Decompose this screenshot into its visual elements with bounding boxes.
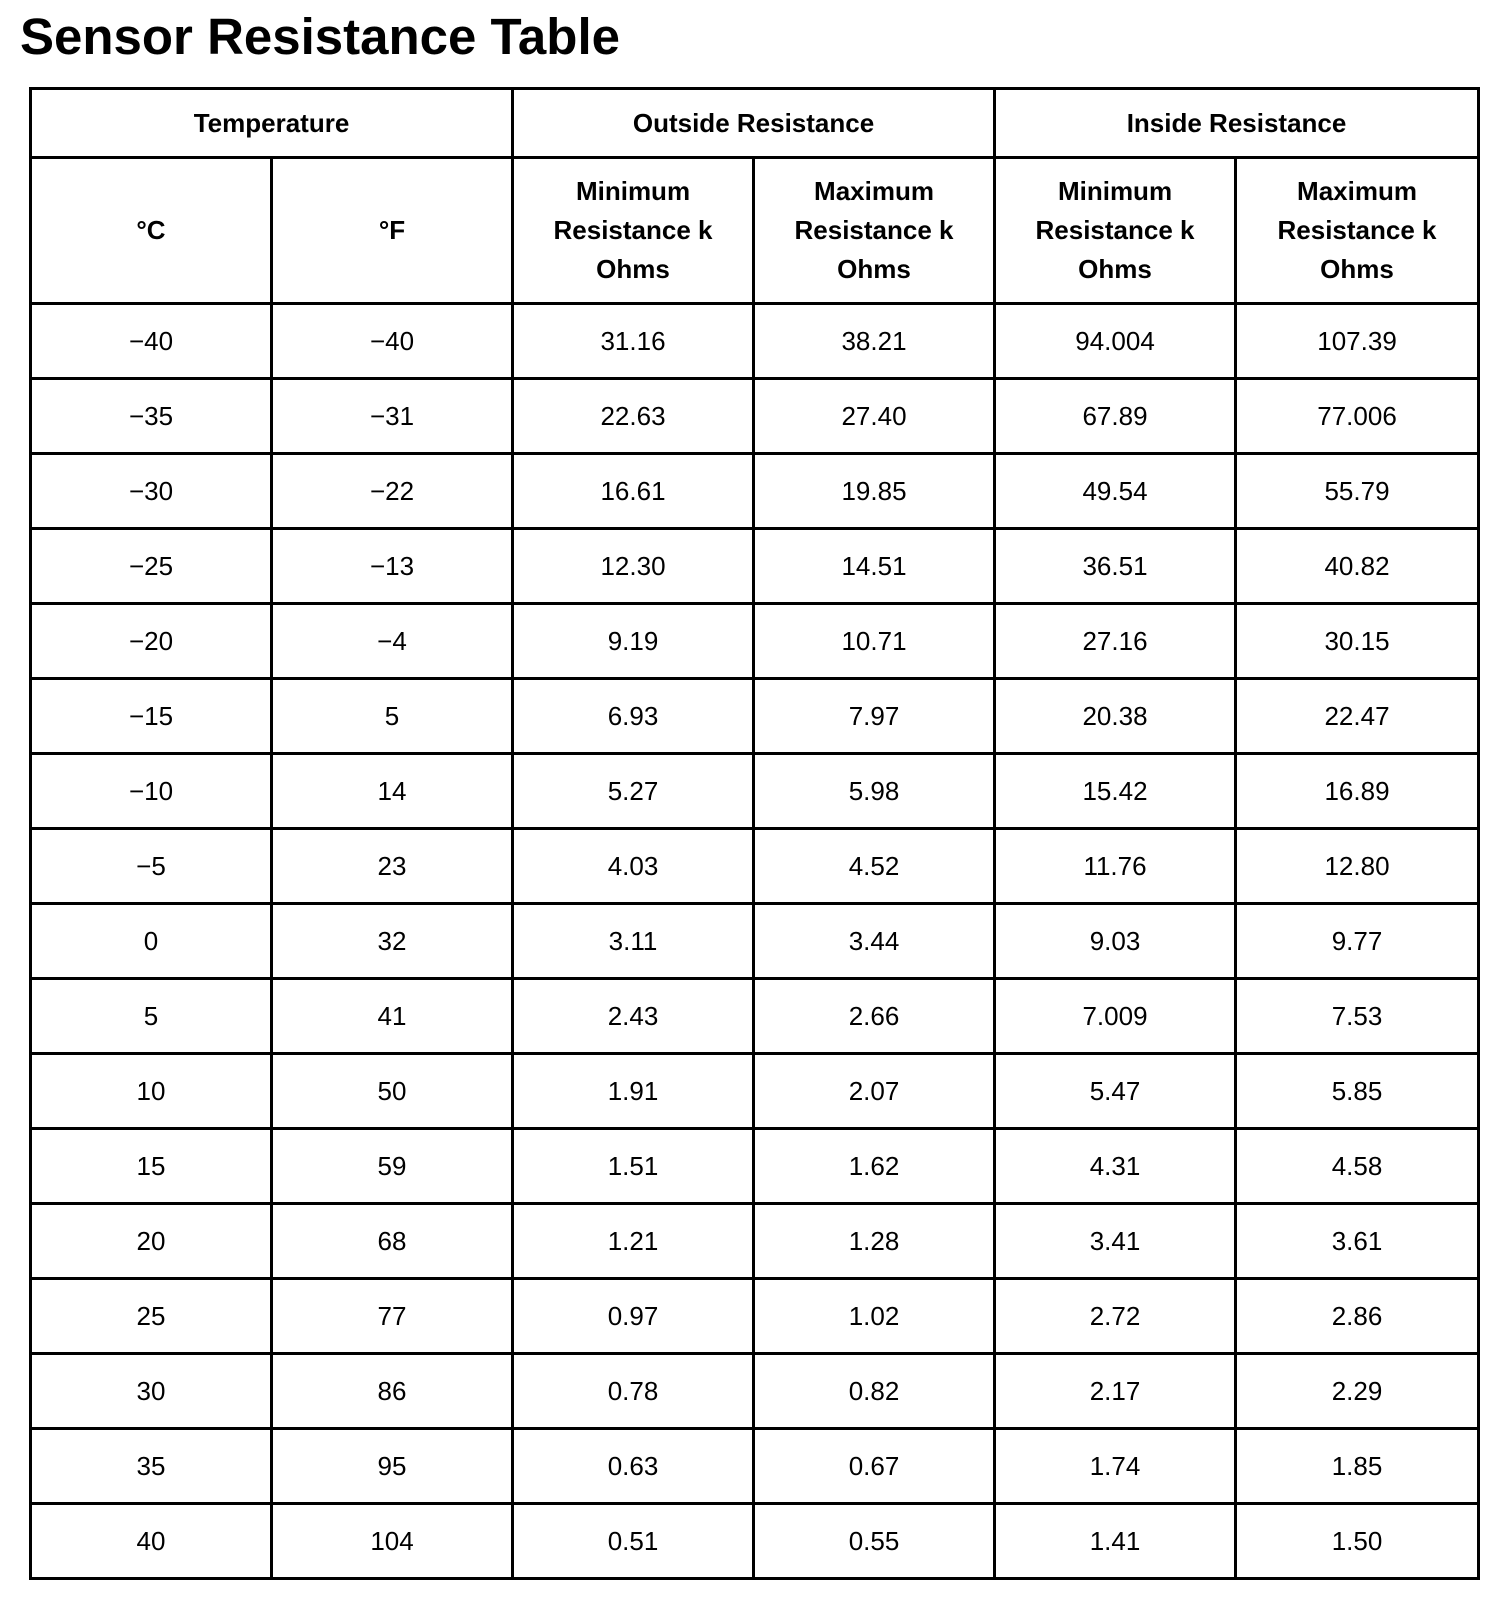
inside-max-cell: 12.80	[1236, 829, 1479, 904]
outside-min-cell: 5.27	[513, 754, 754, 829]
table-row	[31, 604, 1479, 679]
outside-min-cell: 12.30	[513, 529, 754, 604]
outside-min-cell: 16.61	[513, 454, 754, 529]
fahrenheit-cell: 95	[272, 1429, 513, 1504]
inside-max-cell: 5.85	[1236, 1054, 1479, 1129]
outside-max-cell: 2.07	[754, 1054, 995, 1129]
outside-max-header: Maximum Resistance k Ohms	[754, 158, 995, 304]
inside-min-cell: 20.38	[995, 679, 1236, 754]
inside-min-cell: 7.009	[995, 979, 1236, 1054]
table-row	[31, 679, 1479, 754]
inside-min-cell: 3.41	[995, 1204, 1236, 1279]
table-row	[31, 1354, 1479, 1429]
sensor-resistance-table	[29, 87, 1480, 1580]
celsius-cell: −5	[31, 829, 272, 904]
inside-max-cell: 55.79	[1236, 454, 1479, 529]
celsius-cell: −30	[31, 454, 272, 529]
celsius-cell: −15	[31, 679, 272, 754]
fahrenheit-cell: 23	[272, 829, 513, 904]
temperature-header: Temperature	[31, 89, 513, 158]
outside-max-cell: 2.66	[754, 979, 995, 1054]
inside-min-cell: 67.89	[995, 379, 1236, 454]
table-row	[31, 1429, 1479, 1504]
fahrenheit-cell: 41	[272, 979, 513, 1054]
outside-max-cell: 0.67	[754, 1429, 995, 1504]
outside-min-cell: 4.03	[513, 829, 754, 904]
table-row	[31, 1279, 1479, 1354]
outside-min-cell: 31.16	[513, 304, 754, 379]
inside-min-cell: 2.72	[995, 1279, 1236, 1354]
celsius-header: °C	[31, 158, 272, 304]
celsius-cell: 40	[31, 1504, 272, 1579]
inside-max-header: Maximum Resistance k Ohms	[1236, 158, 1479, 304]
outside-max-cell: 0.55	[754, 1504, 995, 1579]
outside-min-cell: 3.11	[513, 904, 754, 979]
outside-max-cell: 1.02	[754, 1279, 995, 1354]
outside-max-cell: 1.62	[754, 1129, 995, 1204]
inside-min-header: Minimum Resistance k Ohms	[995, 158, 1236, 304]
outside-min-cell: 1.51	[513, 1129, 754, 1204]
outside-resistance-header: Outside Resistance	[513, 89, 995, 158]
fahrenheit-cell: 50	[272, 1054, 513, 1129]
table-row	[31, 1504, 1479, 1579]
outside-min-cell: 0.63	[513, 1429, 754, 1504]
outside-max-cell: 4.52	[754, 829, 995, 904]
outside-min-cell: 22.63	[513, 379, 754, 454]
fahrenheit-header: °F	[272, 158, 513, 304]
outside-max-cell: 14.51	[754, 529, 995, 604]
inside-max-cell: 22.47	[1236, 679, 1479, 754]
inside-max-cell: 40.82	[1236, 529, 1479, 604]
celsius-cell: 25	[31, 1279, 272, 1354]
celsius-cell: 15	[31, 1129, 272, 1204]
celsius-cell: 35	[31, 1429, 272, 1504]
inside-min-cell: 1.41	[995, 1504, 1236, 1579]
inside-max-cell: 30.15	[1236, 604, 1479, 679]
fahrenheit-cell: 32	[272, 904, 513, 979]
table-row	[31, 529, 1479, 604]
table-row	[31, 1054, 1479, 1129]
outside-min-header: Minimum Resistance k Ohms	[513, 158, 754, 304]
celsius-cell: 0	[31, 904, 272, 979]
inside-min-cell: 2.17	[995, 1354, 1236, 1429]
inside-max-cell: 9.77	[1236, 904, 1479, 979]
inside-min-cell: 11.76	[995, 829, 1236, 904]
celsius-cell: −10	[31, 754, 272, 829]
fahrenheit-cell: 77	[272, 1279, 513, 1354]
celsius-cell: 20	[31, 1204, 272, 1279]
celsius-cell: 10	[31, 1054, 272, 1129]
outside-max-cell: 7.97	[754, 679, 995, 754]
outside-min-cell: 2.43	[513, 979, 754, 1054]
inside-min-cell: 4.31	[995, 1129, 1236, 1204]
table-row	[31, 829, 1479, 904]
fahrenheit-cell: −31	[272, 379, 513, 454]
page-title: Sensor Resistance Table	[20, 8, 620, 65]
inside-min-cell: 15.42	[995, 754, 1236, 829]
inside-min-cell: 1.74	[995, 1429, 1236, 1504]
outside-max-cell: 10.71	[754, 604, 995, 679]
outside-max-cell: 1.28	[754, 1204, 995, 1279]
inside-max-cell: 107.39	[1236, 304, 1479, 379]
inside-min-cell: 49.54	[995, 454, 1236, 529]
fahrenheit-cell: 86	[272, 1354, 513, 1429]
outside-max-cell: 0.82	[754, 1354, 995, 1429]
outside-max-cell: 27.40	[754, 379, 995, 454]
celsius-cell: −25	[31, 529, 272, 604]
inside-resistance-header: Inside Resistance	[995, 89, 1479, 158]
outside-max-cell: 19.85	[754, 454, 995, 529]
outside-min-cell: 1.91	[513, 1054, 754, 1129]
outside-max-cell: 3.44	[754, 904, 995, 979]
table-row	[31, 304, 1479, 379]
inside-max-cell: 4.58	[1236, 1129, 1479, 1204]
fahrenheit-cell: 14	[272, 754, 513, 829]
outside-max-cell: 38.21	[754, 304, 995, 379]
inside-max-cell: 2.86	[1236, 1279, 1479, 1354]
celsius-cell: −35	[31, 379, 272, 454]
table-row	[31, 904, 1479, 979]
celsius-cell: −40	[31, 304, 272, 379]
table-row	[31, 754, 1479, 829]
inside-min-cell: 9.03	[995, 904, 1236, 979]
fahrenheit-cell: −13	[272, 529, 513, 604]
inside-min-cell: 36.51	[995, 529, 1236, 604]
fahrenheit-cell: −4	[272, 604, 513, 679]
table-row	[31, 454, 1479, 529]
outside-min-cell: 0.97	[513, 1279, 754, 1354]
outside-min-cell: 0.78	[513, 1354, 754, 1429]
outside-min-cell: 9.19	[513, 604, 754, 679]
table-row	[31, 1204, 1479, 1279]
fahrenheit-cell: 104	[272, 1504, 513, 1579]
inside-max-cell: 16.89	[1236, 754, 1479, 829]
fahrenheit-cell: 59	[272, 1129, 513, 1204]
outside-min-cell: 0.51	[513, 1504, 754, 1579]
sub-header-row	[31, 158, 1479, 304]
table-row	[31, 979, 1479, 1054]
celsius-cell: 30	[31, 1354, 272, 1429]
inside-max-cell: 77.006	[1236, 379, 1479, 454]
fahrenheit-cell: 5	[272, 679, 513, 754]
celsius-cell: −20	[31, 604, 272, 679]
inside-max-cell: 1.50	[1236, 1504, 1479, 1579]
table-row	[31, 379, 1479, 454]
inside-max-cell: 3.61	[1236, 1204, 1479, 1279]
table-body	[31, 304, 1479, 1579]
fahrenheit-cell: −22	[272, 454, 513, 529]
inside-max-cell: 2.29	[1236, 1354, 1479, 1429]
fahrenheit-cell: −40	[272, 304, 513, 379]
fahrenheit-cell: 68	[272, 1204, 513, 1279]
inside-min-cell: 5.47	[995, 1054, 1236, 1129]
outside-max-cell: 5.98	[754, 754, 995, 829]
table-row	[31, 1129, 1479, 1204]
inside-min-cell: 94.004	[995, 304, 1236, 379]
inside-min-cell: 27.16	[995, 604, 1236, 679]
inside-max-cell: 1.85	[1236, 1429, 1479, 1504]
group-header-row	[31, 89, 1479, 158]
inside-max-cell: 7.53	[1236, 979, 1479, 1054]
outside-min-cell: 1.21	[513, 1204, 754, 1279]
outside-min-cell: 6.93	[513, 679, 754, 754]
celsius-cell: 5	[31, 979, 272, 1054]
